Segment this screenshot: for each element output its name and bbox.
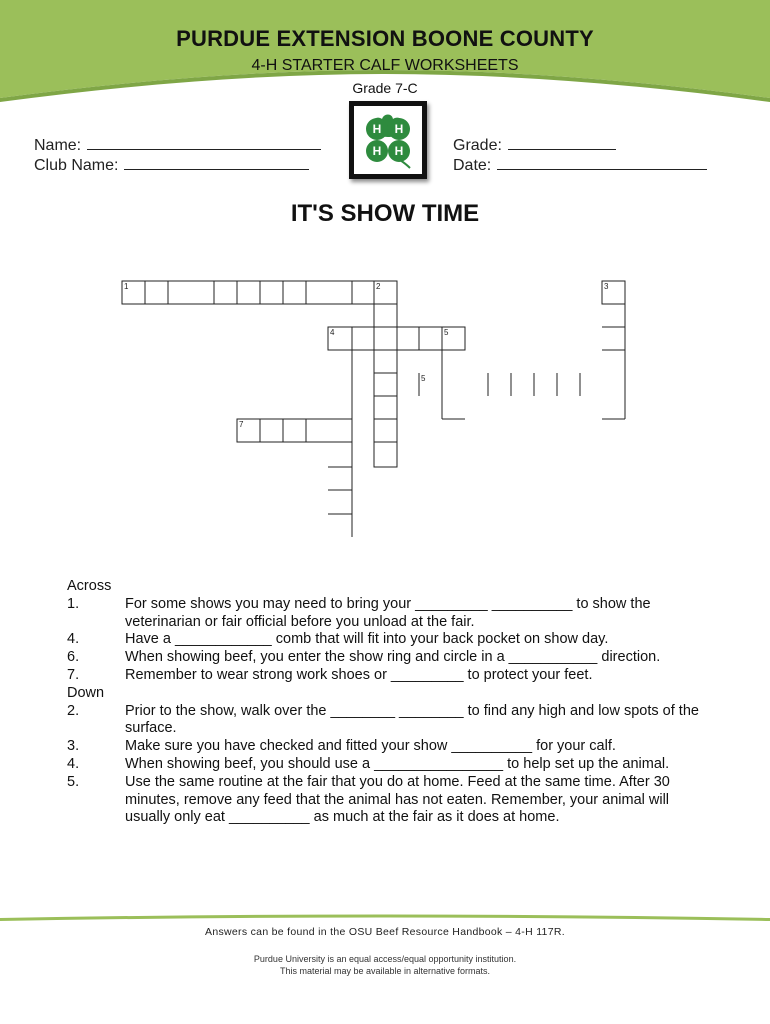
clue-text: Have a ____________ comb that will fit into your back pocket on show day. <box>125 631 609 648</box>
svg-text:H: H <box>394 144 404 158</box>
footer-disclaimer <box>0 953 770 977</box>
down-heading: Down <box>67 684 105 701</box>
cell <box>374 442 397 467</box>
clue-num: 2. <box>67 702 80 719</box>
clue-num: 7. <box>67 666 80 683</box>
cell <box>352 281 374 304</box>
cell <box>374 350 397 373</box>
grade-label: Grade: <box>453 137 502 154</box>
worksheet-title: IT'S SHOW TIME <box>290 200 480 227</box>
clue-item <box>67 738 717 756</box>
svg-text:H: H <box>372 122 382 136</box>
clue-text: When showing beef, you should use a ________________ to help set up the animal. <box>125 755 670 772</box>
cell <box>306 281 352 304</box>
clue-num: 4. <box>67 755 80 772</box>
cell <box>374 419 397 442</box>
clue-number: 1 <box>124 282 129 291</box>
footer-divider <box>0 905 770 925</box>
cell <box>374 396 397 419</box>
cell <box>145 281 168 304</box>
cell <box>374 373 397 396</box>
clue-number: 3 <box>604 282 609 291</box>
answers-note: Answers can be found in the OSU Beef Resource Handbook – 4-H 117R. <box>205 926 565 938</box>
clue-num: 4. <box>67 631 80 648</box>
cell <box>168 281 214 304</box>
cell <box>397 327 419 350</box>
clue-num: 1. <box>67 595 80 612</box>
cell <box>374 327 397 350</box>
cell <box>306 419 352 442</box>
cell <box>214 281 237 304</box>
clue-item <box>67 649 717 667</box>
clue-number: 7 <box>239 420 244 429</box>
clue-number: 4 <box>330 328 335 337</box>
svg-text:H: H <box>394 122 404 136</box>
clue-num: 3. <box>67 738 80 755</box>
clue-number: 2 <box>376 282 381 291</box>
clue-text: When showing beef, you enter the show ring and circle in a ___________ direction. <box>125 649 661 666</box>
club-name-label: Club Name: <box>34 157 119 174</box>
clue-item <box>67 596 717 632</box>
clue-text: Prior to the show, walk over the ________ ________ to find any high and low spots of the surface. <box>125 702 699 737</box>
across-heading: Across <box>67 578 112 594</box>
clue-item <box>67 667 717 685</box>
cell <box>283 281 306 304</box>
clue-text: For some shows you may need to bring your _________ __________ to show the veterinarian or fair official before you unload at the fair. <box>125 595 651 630</box>
cell <box>237 281 260 304</box>
svg-text:H: H <box>372 144 382 158</box>
clue-num: 5. <box>67 773 80 790</box>
clues-section <box>67 578 717 827</box>
clue-number: 5 <box>421 374 426 383</box>
clue-item <box>67 774 717 827</box>
worksheet-subtitle: 4-H STARTER CALF WORKSHEETS <box>251 57 519 74</box>
cell <box>283 419 306 442</box>
cell <box>352 327 374 350</box>
clue-number: 5 <box>444 328 449 337</box>
alt-formats-text: This material may be available in alternative formats. <box>279 966 491 976</box>
clue-text: Remember to wear strong work shoes or _________ to protect your feet. <box>125 666 593 683</box>
cell <box>260 419 283 442</box>
date-label: Date: <box>453 157 492 174</box>
clue-item <box>67 756 717 774</box>
grade-code: Grade 7-C <box>352 80 418 96</box>
clue-text: Use the same routine at the fair that you do at home. Feed at the same time. After 30 minutes, remove any feed that the animal has not eaten. Remember, your animal will usually only eat __________ as much at the fair as it does at home. <box>125 773 670 826</box>
name-label: Name: <box>34 137 82 154</box>
cell <box>419 327 442 350</box>
clue-item <box>67 703 717 739</box>
equal-access-text: Purdue University is an equal access/equal opportunity institution. <box>253 954 517 964</box>
cell <box>260 281 283 304</box>
clue-text: Make sure you have checked and fitted your show __________ for your calf. <box>125 738 616 755</box>
cell <box>374 304 397 327</box>
clue-num: 6. <box>67 649 80 666</box>
clue-item <box>67 631 717 649</box>
org-title: PURDUE EXTENSION BOONE COUNTY <box>176 26 594 51</box>
